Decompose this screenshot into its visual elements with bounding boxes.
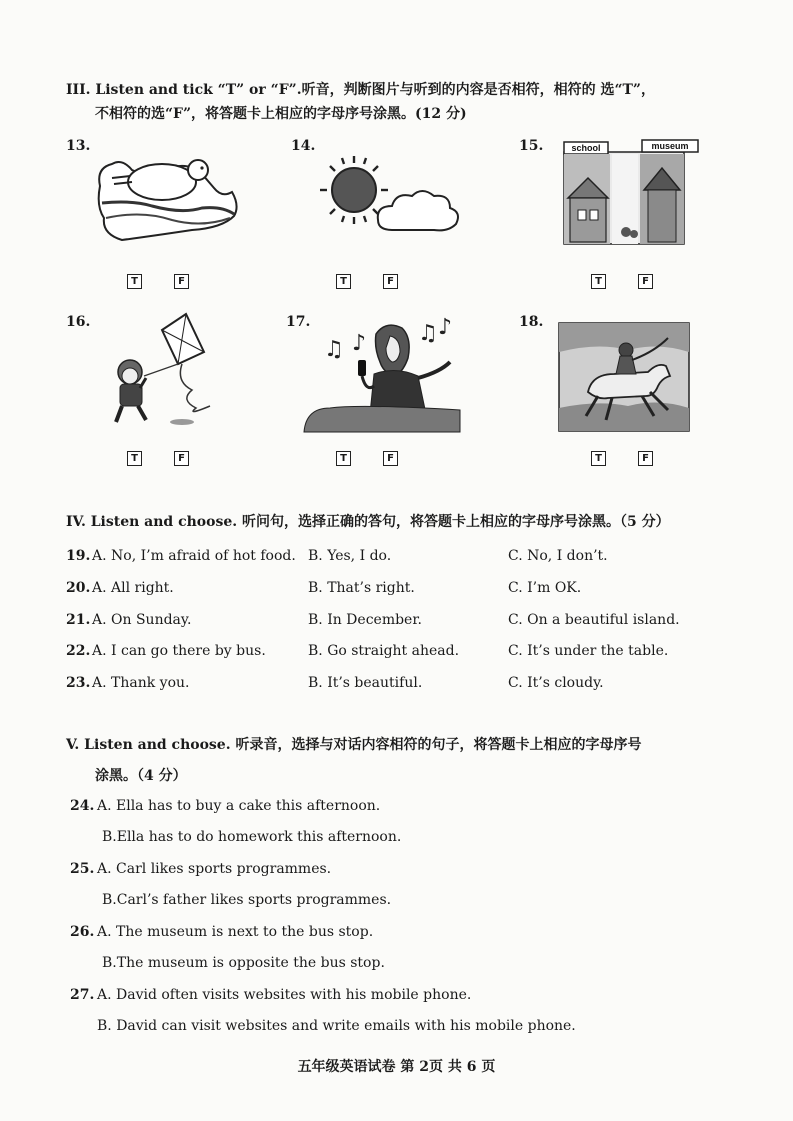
question-number: 22. — [66, 643, 91, 659]
girl-listening-music-picture — [300, 316, 462, 434]
school-and-museum-picture — [562, 138, 700, 246]
question-number: 19. — [66, 548, 91, 564]
option-a[interactable]: A. On Sunday. — [92, 612, 192, 628]
item-18-tf — [591, 451, 653, 466]
item-13-number: 13. — [66, 138, 91, 154]
svg-text:♫: ♫ — [418, 321, 438, 346]
item-17-false-box[interactable]: F — [383, 451, 398, 466]
question-27-option-a[interactable]: A. David often visits websites with his mobile phone. — [97, 987, 472, 1003]
boy-riding-horse-picture — [558, 322, 690, 432]
item-13-true-box[interactable]: T — [127, 274, 142, 289]
option-a[interactable]: A. All right. — [92, 580, 174, 596]
item-15-true-box[interactable]: T — [591, 274, 606, 289]
question-25-option-a[interactable]: A. Carl likes sports programmes. — [97, 861, 332, 877]
item-13-false-box[interactable]: F — [174, 274, 189, 289]
svg-text:♪: ♪ — [352, 331, 367, 356]
section4-title: IV. Listen and choose. 听问句，选择正确的答句，将答题卡上相应的字母序号涂黑。（5 分） — [66, 514, 670, 530]
question-27-option-b[interactable]: B. David can visit websites and write emails with his mobile phone. — [97, 1018, 576, 1034]
item-14-tf — [336, 274, 398, 289]
item-18-number: 18. — [519, 314, 544, 330]
question-number: 20. — [66, 580, 91, 596]
museum-label: museum — [651, 141, 689, 151]
question-26-option-a[interactable]: A. The museum is next to the bus stop. — [97, 924, 374, 940]
option-b[interactable]: B. In December. — [308, 612, 422, 628]
option-b[interactable]: B. It’s beautiful. — [308, 675, 423, 691]
question-number: 23. — [66, 675, 91, 691]
section3-title-line2: 不相符的选“F”，将答题卡上相应的字母序号涂黑。(12 分) — [95, 106, 467, 122]
option-c[interactable]: C. No, I don’t. — [508, 548, 608, 564]
item-13-tf — [127, 274, 189, 289]
section5-title-line1: V. Listen and choose. 听录音，选择与对话内容相符的句子，将答题卡上相应的字母序号 — [66, 737, 642, 753]
svg-text:♪: ♪ — [438, 316, 453, 340]
sun-and-cloud-picture — [316, 150, 466, 242]
option-c[interactable]: C. It’s under the table. — [508, 643, 669, 659]
option-a[interactable]: A. No, I’m afraid of hot food. — [92, 548, 296, 564]
item-14-number: 14. — [291, 138, 316, 154]
item-18-false-box[interactable]: F — [638, 451, 653, 466]
question-26-number: 26. — [70, 924, 95, 940]
section3-title-line1: III. Listen and tick “T” or “F”.听音，判断图片与听到的内容是否相符，相符的 选“T”， — [66, 82, 655, 98]
question-25-option-b[interactable]: B.Carl’s father likes sports programmes. — [102, 892, 392, 908]
item-18-true-box[interactable]: T — [591, 451, 606, 466]
polar-bear-picture — [92, 148, 242, 248]
item-16-false-box[interactable]: F — [174, 451, 189, 466]
option-a[interactable]: A. I can go there by bus. — [92, 643, 266, 659]
school-label: school — [571, 143, 601, 153]
question-27-number: 27. — [70, 987, 95, 1003]
item-15-false-box[interactable]: F — [638, 274, 653, 289]
question-24-option-b[interactable]: B.Ella has to do homework this afternoon. — [102, 829, 402, 845]
item-17-tf — [336, 451, 398, 466]
question-25-number: 25. — [70, 861, 95, 877]
item-15-number: 15. — [519, 138, 544, 154]
item-16-true-box[interactable]: T — [127, 451, 142, 466]
option-c[interactable]: C. It’s cloudy. — [508, 675, 604, 691]
item-16-tf — [127, 451, 189, 466]
question-24-option-a[interactable]: A. Ella has to buy a cake this afternoon. — [97, 798, 381, 814]
item-14-true-box[interactable]: T — [336, 274, 351, 289]
section5-title-line2: 涂黑。（4 分） — [95, 768, 187, 784]
boy-flying-kite-picture — [100, 312, 220, 436]
item-16-number: 16. — [66, 314, 91, 330]
option-c[interactable]: C. I’m OK. — [508, 580, 582, 596]
option-b[interactable]: B. Go straight ahead. — [308, 643, 460, 659]
page-footer: 五年级英语试卷 第 2页 共 6 页 — [297, 1059, 496, 1075]
option-b[interactable]: B. Yes, I do. — [308, 548, 392, 564]
svg-text:♫: ♫ — [324, 337, 344, 362]
item-17-true-box[interactable]: T — [336, 451, 351, 466]
item-17-number: 17. — [286, 314, 311, 330]
question-24-number: 24. — [70, 798, 95, 814]
item-15-tf — [591, 274, 653, 289]
option-a[interactable]: A. Thank you. — [92, 675, 190, 691]
option-b[interactable]: B. That’s right. — [308, 580, 415, 596]
option-c[interactable]: C. On a beautiful island. — [508, 612, 680, 628]
item-14-false-box[interactable]: F — [383, 274, 398, 289]
question-number: 21. — [66, 612, 91, 628]
question-26-option-b[interactable]: B.The museum is opposite the bus stop. — [102, 955, 385, 971]
